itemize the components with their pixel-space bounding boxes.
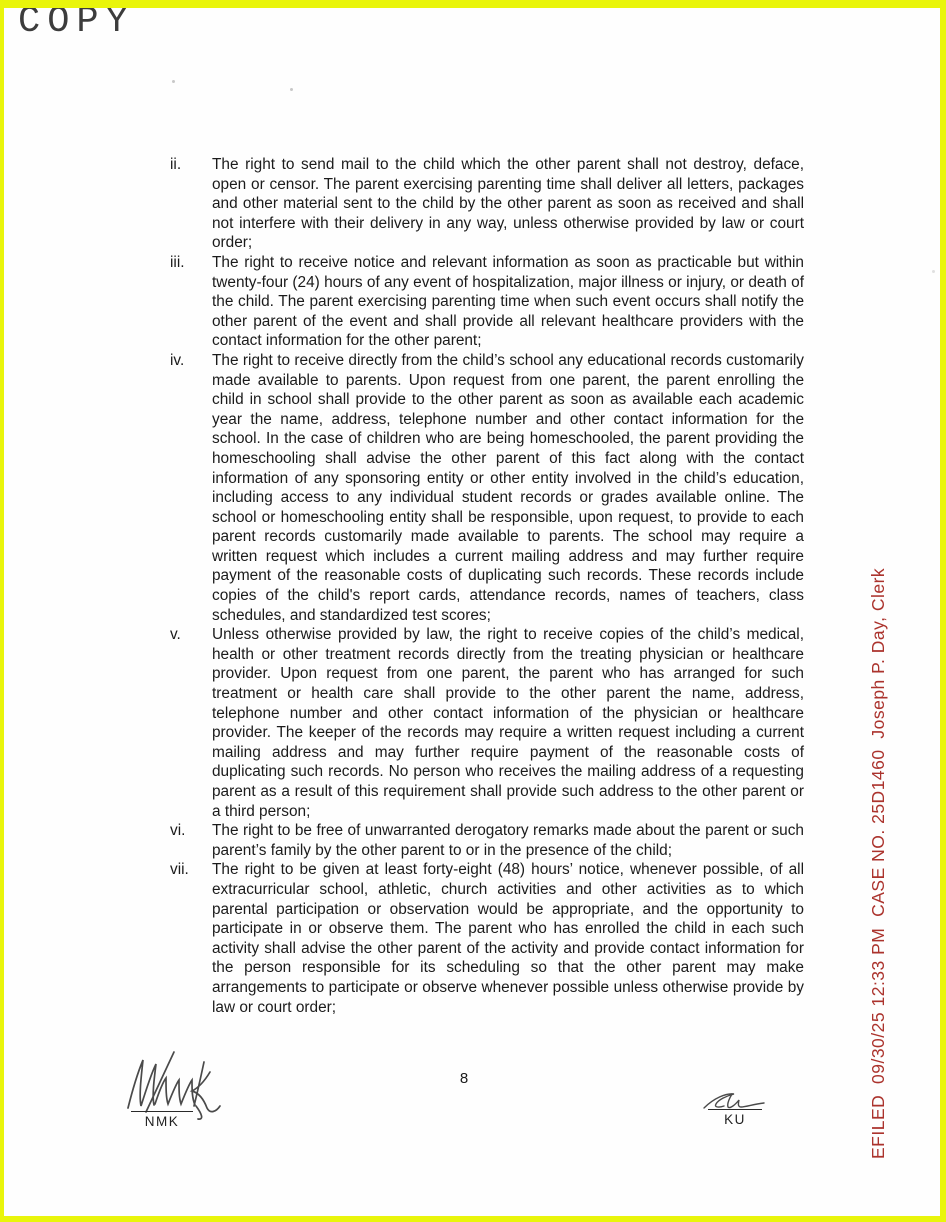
list-item	[170, 625, 804, 821]
list-item-text: The right to be free of unwarranted derogatory remarks made about the parent or such parent’s family by the other parent to or in the presence of the child;	[212, 822, 804, 859]
list-item-text: The right to receive directly from the child’s school any educational records customarily made available to parents. Upon request from one parent, the parent enrolling the child in school shall provide to the other parent as soon as available each academic year the name, address, telephone number and other contact information for the school. In the case of children who are being homeschooled, the parent providing the homeschooling shall advise the other parent of this fact along with the contact information of any sponsoring entity or other entity involved in the child’s education, including access to any individual student records or grades available online. The school or homeschooling entity shall be responsible, upon request, to provide to each parent records customarily made available to parents. The school may require a written request which includes a current mailing address and may further require payment of the reasonable costs of duplicating such records. These records include copies of the child's report cards, attendance records, names of teachers, class schedules, and standardized test scores;	[212, 351, 804, 624]
list-item	[170, 253, 804, 351]
list-item	[170, 860, 804, 1017]
list-item-numeral: iv.	[170, 351, 185, 369]
document-body	[170, 155, 804, 1017]
page-number: 8	[459, 1070, 469, 1087]
list-item-numeral: iii.	[170, 253, 185, 271]
list-item-numeral: v.	[170, 626, 181, 644]
ku-initials: KU	[724, 1112, 746, 1127]
ku-signature-line	[708, 1109, 762, 1110]
nmk-signature	[122, 1050, 222, 1120]
list-item	[170, 821, 804, 860]
list-item-numeral: vii.	[170, 861, 189, 879]
nmk-signature-line	[131, 1111, 193, 1112]
copy-stamp: COPY	[18, 1, 135, 43]
list-item-text: The right to receive notice and relevant information as soon as practicable but within twenty-four (24) hours of any event of hospitalization, major illness or injury, or death of the child. The parent exercising parenting time when such event occurs shall notify the other parent of the event and shall provide all relevant healthcare providers with the contact information for the other parent;	[212, 253, 804, 350]
list-item-numeral: ii.	[170, 156, 182, 173]
scan-speck	[172, 80, 175, 83]
ku-signature	[702, 1090, 774, 1114]
list-item-text: Unless otherwise provided by law, the right to receive copies of the child’s medical, health or other treatment records directly from the treating physician or healthcare provider. Upon request from one parent, the parent who has arranged for such treatment or health care shall provide to the other parent the name, address, telephone number and other contact information of the physician or healthcare provider. The keeper of the records may require a written request including a current mailing address and may further require payment of the reasonable costs of duplicating such records. No person who receives the mailing address of a requesting parent as a result of this requirement shall provide such address to the other parent or a third person;	[212, 626, 804, 820]
list-item	[170, 351, 804, 625]
list-item-text: The right to send mail to the child which the other parent shall not destroy, deface, open or censor. The parent exercising parenting time shall deliver all letters, packages and other material sent to the child by the other parent as soon as received and shall not interfere with their delivery in any way, unless otherwise provided by law or court order;	[212, 156, 804, 252]
nmk-initials: NMK	[144, 1114, 180, 1129]
list-item-text: The right to be given at least forty-eight (48) hours’ notice, whenever possible, of all extracurricular school, athletic, church activities and other activities as to which parental participation or observation would be appropriate, and the opportunity to participate in or observe them. The parent who has enrolled the child in each such activity shall advise the other parent of the activity and provide contact information for the person responsible for its scheduling so that the other parent may make arrangements to participate or observe whenever possible unless otherwise provide by law or court order;	[212, 861, 804, 1016]
efiled-stamp: EFILED 09/30/25 12:33 PM CASE NO. 25D1460 Joseph P. Day, Clerk	[868, 567, 888, 1159]
scan-speck	[932, 270, 935, 273]
list-item-numeral: vi.	[170, 822, 186, 840]
scan-speck	[290, 88, 293, 91]
list-item	[170, 155, 804, 253]
